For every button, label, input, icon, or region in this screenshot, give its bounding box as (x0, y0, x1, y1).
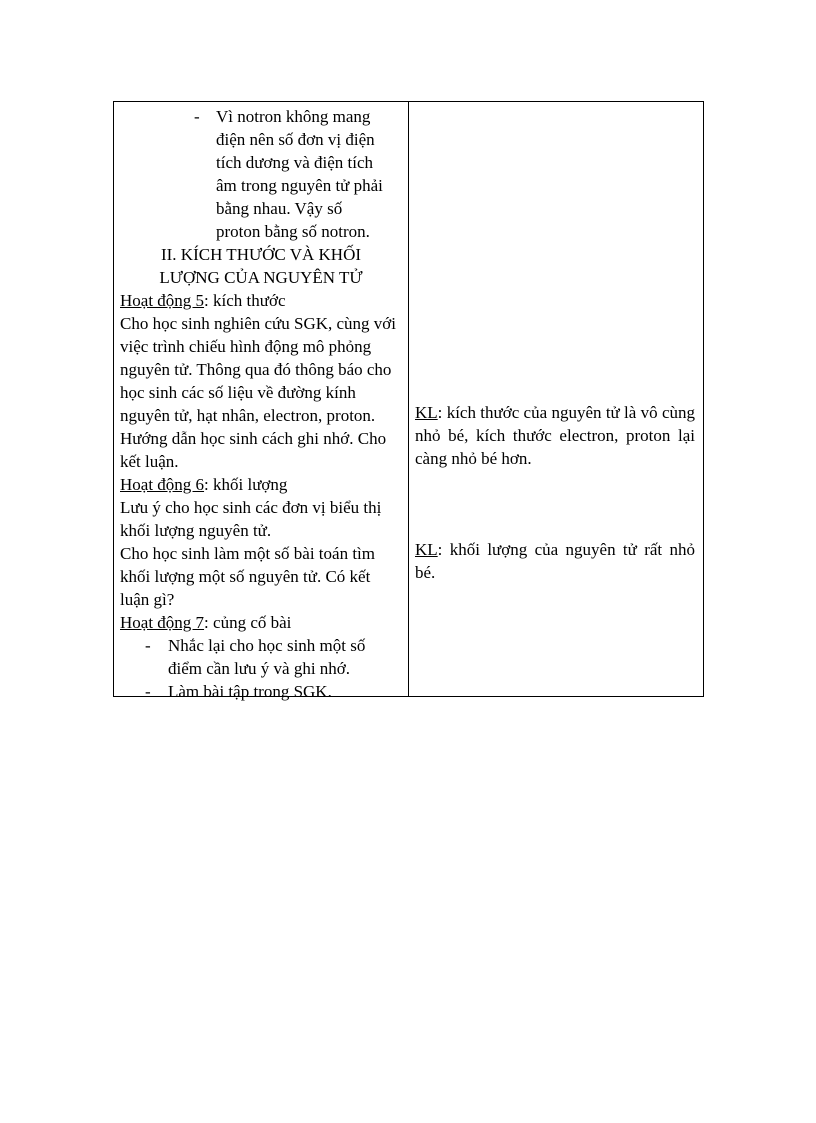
activity6-text1: Lưu ý cho học sinh các đơn vị biểu thị khối lượng nguyên tử. (120, 498, 382, 540)
section-title-line2: LƯỢNG CỦA NGUYÊN TỬ (159, 268, 363, 287)
activity5-rest: : kích thước (204, 291, 286, 310)
bullet-exercise-text: Làm bài tập trong SGK. (168, 682, 332, 701)
student-activities-column (409, 102, 703, 696)
conclusion-label: KL (415, 403, 438, 422)
activity7-label: Hoạt động 7 (120, 613, 205, 632)
section-title (120, 243, 402, 289)
bullet-dash: - (145, 636, 151, 655)
conclusion-label: KL (415, 540, 438, 559)
activity5-heading (120, 289, 402, 312)
activity6-label: Hoạt động 6 (120, 475, 205, 494)
conclusion-mass (415, 538, 695, 584)
bullet-review (120, 634, 402, 680)
activity7-rest: : củng cố bài (204, 613, 292, 632)
bullet-dash: - (145, 682, 151, 701)
activity6-text2: Cho học sinh làm một số bài toán tìm khối lượng một số nguyên tử. Có kết luận gì? (120, 544, 375, 609)
activity6-heading (120, 473, 402, 496)
conclusion-mass-text: : khối lượng của nguyên tử rất nhỏ bé. (415, 540, 695, 582)
activity5-text: Cho học sinh nghiên cứu SGK, cùng với việc trình chiếu hình động mô phỏng nguyên tử. Thông qua đó thông báo cho học sinh các số liệu về đường kính nguyên tử, hạt nhân, electron, proton. Hướng dẫn học sinh cách ghi nhớ. Cho kết luận. (120, 314, 397, 471)
conclusion-size-text: : kích thước của nguyên tử là vô cùng nhỏ bé, kích thước electron, proton lại càng nhỏ bé hơn. (415, 403, 695, 468)
section-title-line1: II. KÍCH THƯỚC VÀ KHỐI (160, 245, 362, 264)
activity5-label: Hoạt động 5 (120, 291, 205, 310)
bullet-dash: - (194, 107, 200, 126)
bullet-neutron (120, 105, 402, 243)
activity7-heading (120, 611, 402, 634)
bullet-review-text: Nhắc lại cho học sinh một số điểm cần lưu ý và ghi nhớ. (168, 636, 366, 678)
bullet-exercise (120, 680, 402, 703)
teacher-activities-column (114, 102, 409, 701)
lesson-table (113, 101, 704, 701)
activity6-rest: : khối lượng (204, 475, 288, 494)
bullet-neutron-text: Vì notron không mang điện nên số đơn vị điện tích dương và điện tích âm trong nguyên tử phải bằng nhau. Vậy số proton bằng số notron. (216, 107, 383, 241)
conclusion-size (415, 401, 695, 470)
